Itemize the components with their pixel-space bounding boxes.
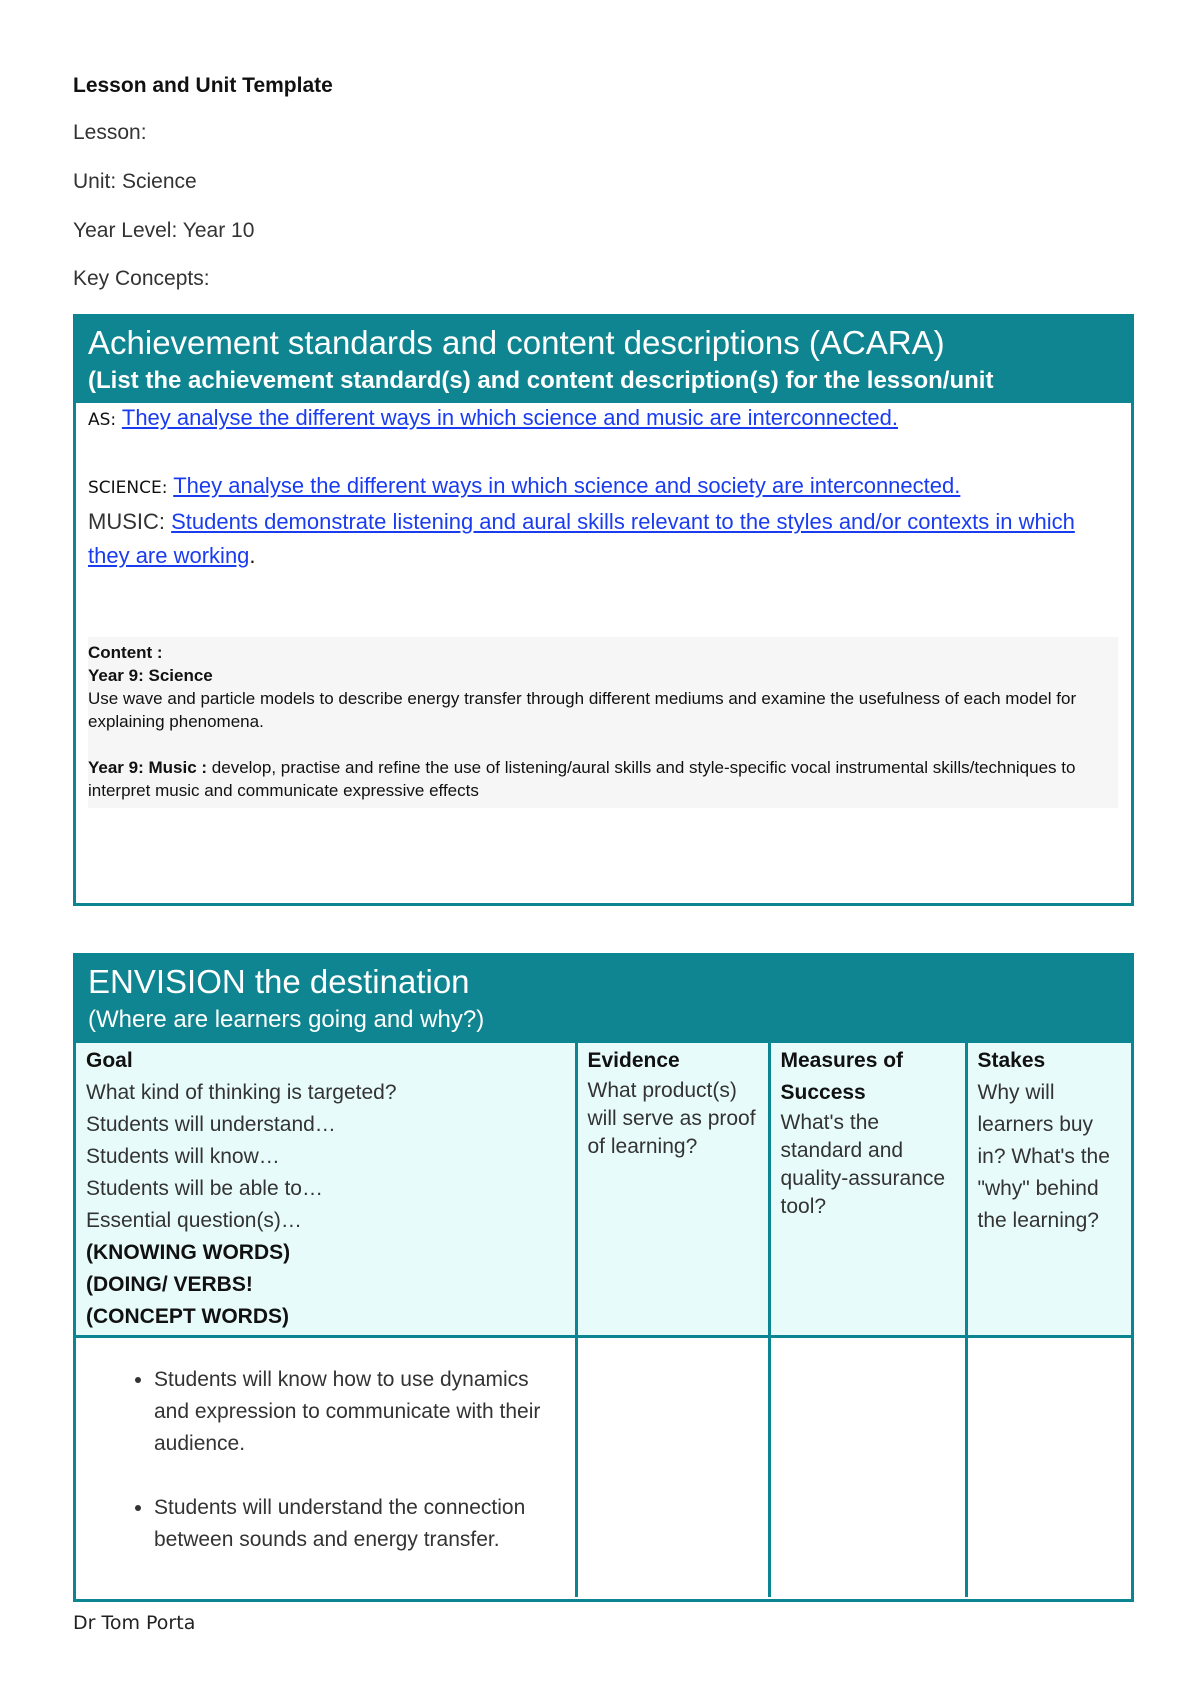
measures-heading: Measures of Success [780, 1049, 904, 1104]
acara-section [73, 314, 1134, 906]
stakes-cell[interactable] [966, 1337, 1131, 1597]
acara-header [76, 317, 1131, 403]
measures-column-header [769, 1042, 966, 1337]
envision-title: ENVISION the destination [88, 963, 470, 1000]
science-label: SCIENCE: [88, 478, 168, 498]
envision-table [76, 1040, 1131, 1597]
goal-prompt: Students will understand… [86, 1113, 336, 1136]
evidence-prompt: What product(s) will serve as proof of learning? [587, 1079, 756, 1158]
stakes-column-header [966, 1042, 1131, 1337]
unit-line: Unit: Science [73, 170, 197, 193]
list-item: • Students will understand the connection between sounds and energy transfer. [154, 1492, 565, 1556]
goal-prompt: Essential question(s)… [86, 1209, 302, 1232]
acara-title: Achievement standards and content descriptions (ACARA) [88, 324, 945, 361]
goal-list [86, 1364, 565, 1556]
goal-bold-prompt: (CONCEPT WORDS) [86, 1305, 289, 1328]
science-link[interactable]: They analyse the different ways in which science and society are interconnected. [173, 473, 961, 498]
evidence-cell[interactable] [576, 1337, 769, 1597]
as-link[interactable]: They analyse the different ways in which science and music are interconnected. [121, 405, 898, 430]
as-label: AS: [88, 410, 117, 430]
document-title: Lesson and Unit Template [73, 74, 333, 97]
content-description-block [88, 637, 1118, 808]
goal-bold-prompt: (DOING/ VERBS! [86, 1273, 253, 1296]
goal-prompt: What kind of thinking is targeted? [86, 1081, 397, 1104]
list-item: • Students will know how to use dynamics and expression to communicate with their audience. [154, 1364, 565, 1460]
goal-column-header [76, 1042, 576, 1337]
lesson-line: Lesson: [73, 121, 147, 144]
year-level-line: Year Level: Year 10 [73, 219, 255, 242]
music-label: MUSIC: [88, 509, 165, 534]
goal-bold-prompt: (KNOWING WORDS) [86, 1241, 291, 1264]
goal-heading: Goal [86, 1049, 133, 1072]
goal-prompt: Students will be able to… [86, 1177, 323, 1200]
measures-prompt: What's the standard and quality-assurance tool? [780, 1111, 946, 1218]
music-year-label: Year 9: Music : [88, 758, 208, 777]
music-period: . [249, 543, 256, 568]
music-content-description: develop, practise and refine the use of listening/aural skills and style-specific vocal instrumental skills/techniques to interpret music and communicate expressive effects [88, 758, 1076, 800]
science-year-label: Year 9: Science [88, 666, 213, 685]
table-header-row [76, 1042, 1131, 1337]
evidence-heading: Evidence [587, 1049, 680, 1072]
key-concepts-line: Key Concepts: [73, 267, 210, 290]
measures-cell[interactable] [769, 1337, 966, 1597]
stakes-prompt: Why will learners buy in? What's the "why" behind the learning? [977, 1081, 1110, 1232]
as-statement [88, 405, 898, 431]
acara-subtitle: (List the achievement standard(s) and content description(s) for the lesson/unit [88, 367, 994, 394]
music-statement [88, 505, 1118, 573]
science-content-description: Use wave and particle models to describe energy transfer through different mediums and examine the usefulness of each model for explaining phenomena. [88, 689, 1077, 731]
music-link[interactable]: Students demonstrate listening and aural skills relevant to the styles and/or contexts in which they are working [88, 509, 1075, 568]
envision-section [73, 953, 1134, 1602]
envision-header [76, 956, 1131, 1040]
table-row [76, 1337, 1131, 1597]
evidence-column-header [576, 1042, 769, 1337]
author-footer: Dr Tom Porta [73, 1612, 196, 1634]
stakes-heading: Stakes [977, 1049, 1046, 1072]
acara-body [76, 403, 1131, 895]
goal-cell[interactable] [76, 1337, 576, 1597]
content-label: Content : [88, 643, 163, 662]
envision-subtitle: (Where are learners going and why?) [88, 1006, 485, 1033]
science-statement [88, 473, 960, 499]
goal-prompt: Students will know… [86, 1145, 280, 1168]
